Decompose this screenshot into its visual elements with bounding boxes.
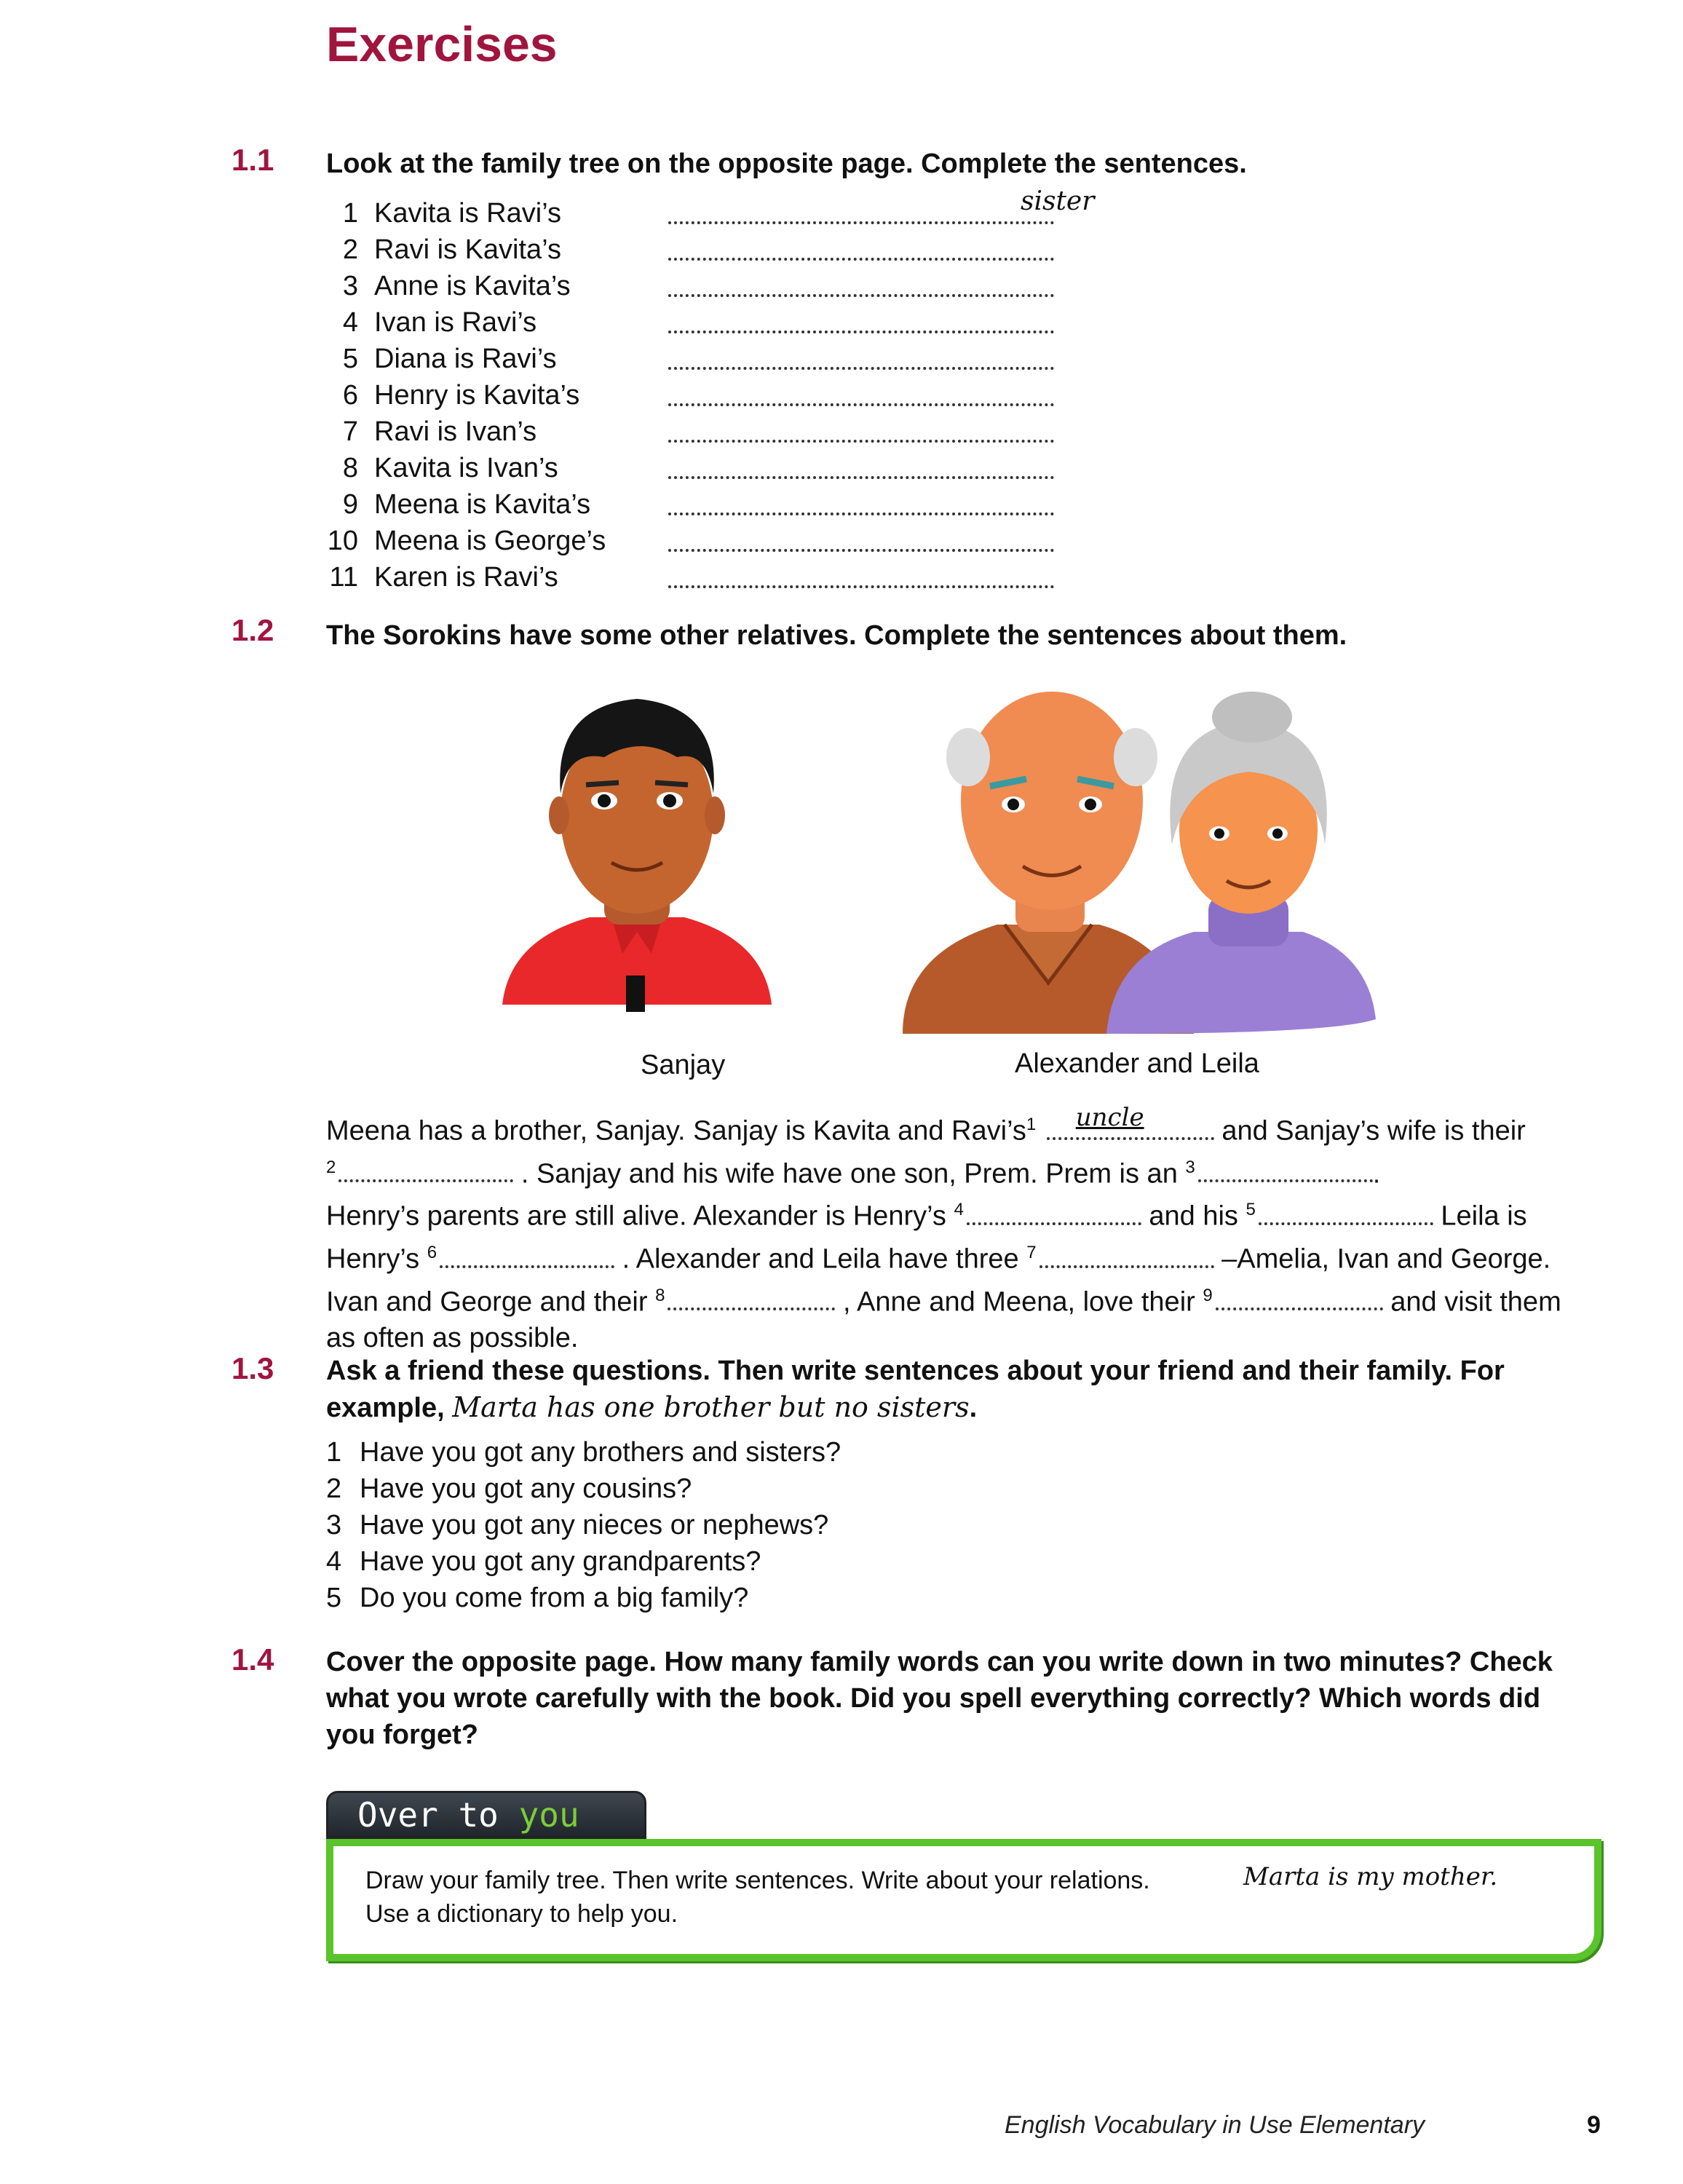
relatives-illustration [495,677,1412,1041]
exercise-instruction-1-4: Cover the opposite page. How many family words can you write down in two minutes? Check what you wrote carefully with the book. Did you spell everything correctly? Which words did you forget? [326,1647,1553,1750]
list-item: 6 Henry is Kavita’s [326,377,1090,414]
list-item: 4 Ivan is Ravi’s [326,304,1090,341]
list-item: 11 Karen is Ravi’s [326,559,1090,596]
list-item: 9 Meena is Kavita’s [326,486,1090,523]
sanjay-portrait [502,699,772,1012]
exercise-instruction-1-3: Ask a friend these questions. Then write sentences about your friend and their family. For example, Marta has one brother but no sisters. [326,1356,1505,1423]
exercise-number-1-4: 1.4 [231,1642,274,1677]
answer-blank[interactable] [668,341,1054,370]
caption-sanjay: Sanjay [641,1050,726,1080]
answer-blank[interactable] [668,304,1054,333]
exercise-number-1-2: 1.2 [231,613,274,647]
answer-blank[interactable] [668,414,1054,443]
answer-text: sister [1021,186,1095,216]
answer-blank[interactable] [668,523,1054,552]
answer-blank[interactable] [668,559,1054,588]
exercise-1-1-list [326,186,1095,596]
list-item: 8 Kavita is Ivan’s [326,450,1090,486]
over-to-you-example: Marta is my mother. [1243,1862,1498,1891]
answer-blank[interactable] [440,1241,614,1268]
answer-blank[interactable] [1040,1241,1214,1268]
list-item: 1 Kavita is Ravi’s sister [326,195,1090,232]
footer-book-title: English Vocabulary in Use Elementary [1005,2111,1425,2139]
list-item: 5 Diana is Ravi’s [326,341,1090,377]
answer-blank[interactable] [1198,1155,1373,1182]
answer-blank[interactable] [668,486,1054,515]
answer-blank[interactable] [668,268,1054,297]
list-item: 3 Anne is Kavita’s [326,268,1090,304]
over-to-you-text: Draw your family tree. Then write sentences. Write about your relations. Use a dictionary to help you. [365,1867,1150,1928]
answer-blank[interactable] [668,450,1054,479]
answer-blank[interactable] [1216,1283,1383,1310]
exercise-instruction-1-2: The Sorokins have some other relatives. Complete the sentences about them. [326,620,1347,651]
over-to-you-tab: Over to you [326,1791,646,1839]
answer-blank[interactable] [1259,1198,1433,1225]
list-item: 7 Ravi is Ivan’s [326,414,1090,450]
answer-blank[interactable] [338,1155,513,1182]
caption-alexander-and-leila: Alexander and Leila [1015,1048,1259,1079]
exercise-number-1-1: 1.1 [231,143,274,177]
page-title: Exercises [326,17,558,72]
answer-blank[interactable] [668,377,1054,406]
exercise-number-1-3: 1.3 [231,1351,274,1385]
list-item: 10 Meena is George’s [326,523,1090,559]
exercise-1-2-paragraph: Meena has a brother, Sanjay. Sanjay is Kavita and $Ravi’s^1$ uncle and Sanjay’s wife is their $^2$ . Sanjay and his wife have one son, Prem. Prem is an $^3$ . Henry’s parents are still alive. Alexander is Henry’s $^4$ and his $^5$ Leila is Henry’s $^6$ . Alexander and Leila have three $^7$ –Amelia, Ivan and George. Ivan and George and their $^8$ , Anne and Meena, love their $^9$ and visit them as often as possible. [326,1107,1607,1356]
exercise-instruction-1-1: Look at the family tree on the opposite page. Complete the sentences. [326,149,1247,179]
answer-blank[interactable] [1047,1102,1214,1140]
answer-text: uncle [1075,1102,1144,1132]
page-number: 9 [1587,2111,1601,2139]
answer-blank[interactable] [967,1198,1141,1225]
answer-blank[interactable] [668,232,1054,261]
over-to-you-box [326,1839,1601,1961]
list-item: 2 Ravi is Kavita’s [326,232,1090,268]
answer-blank[interactable] [668,1283,835,1310]
